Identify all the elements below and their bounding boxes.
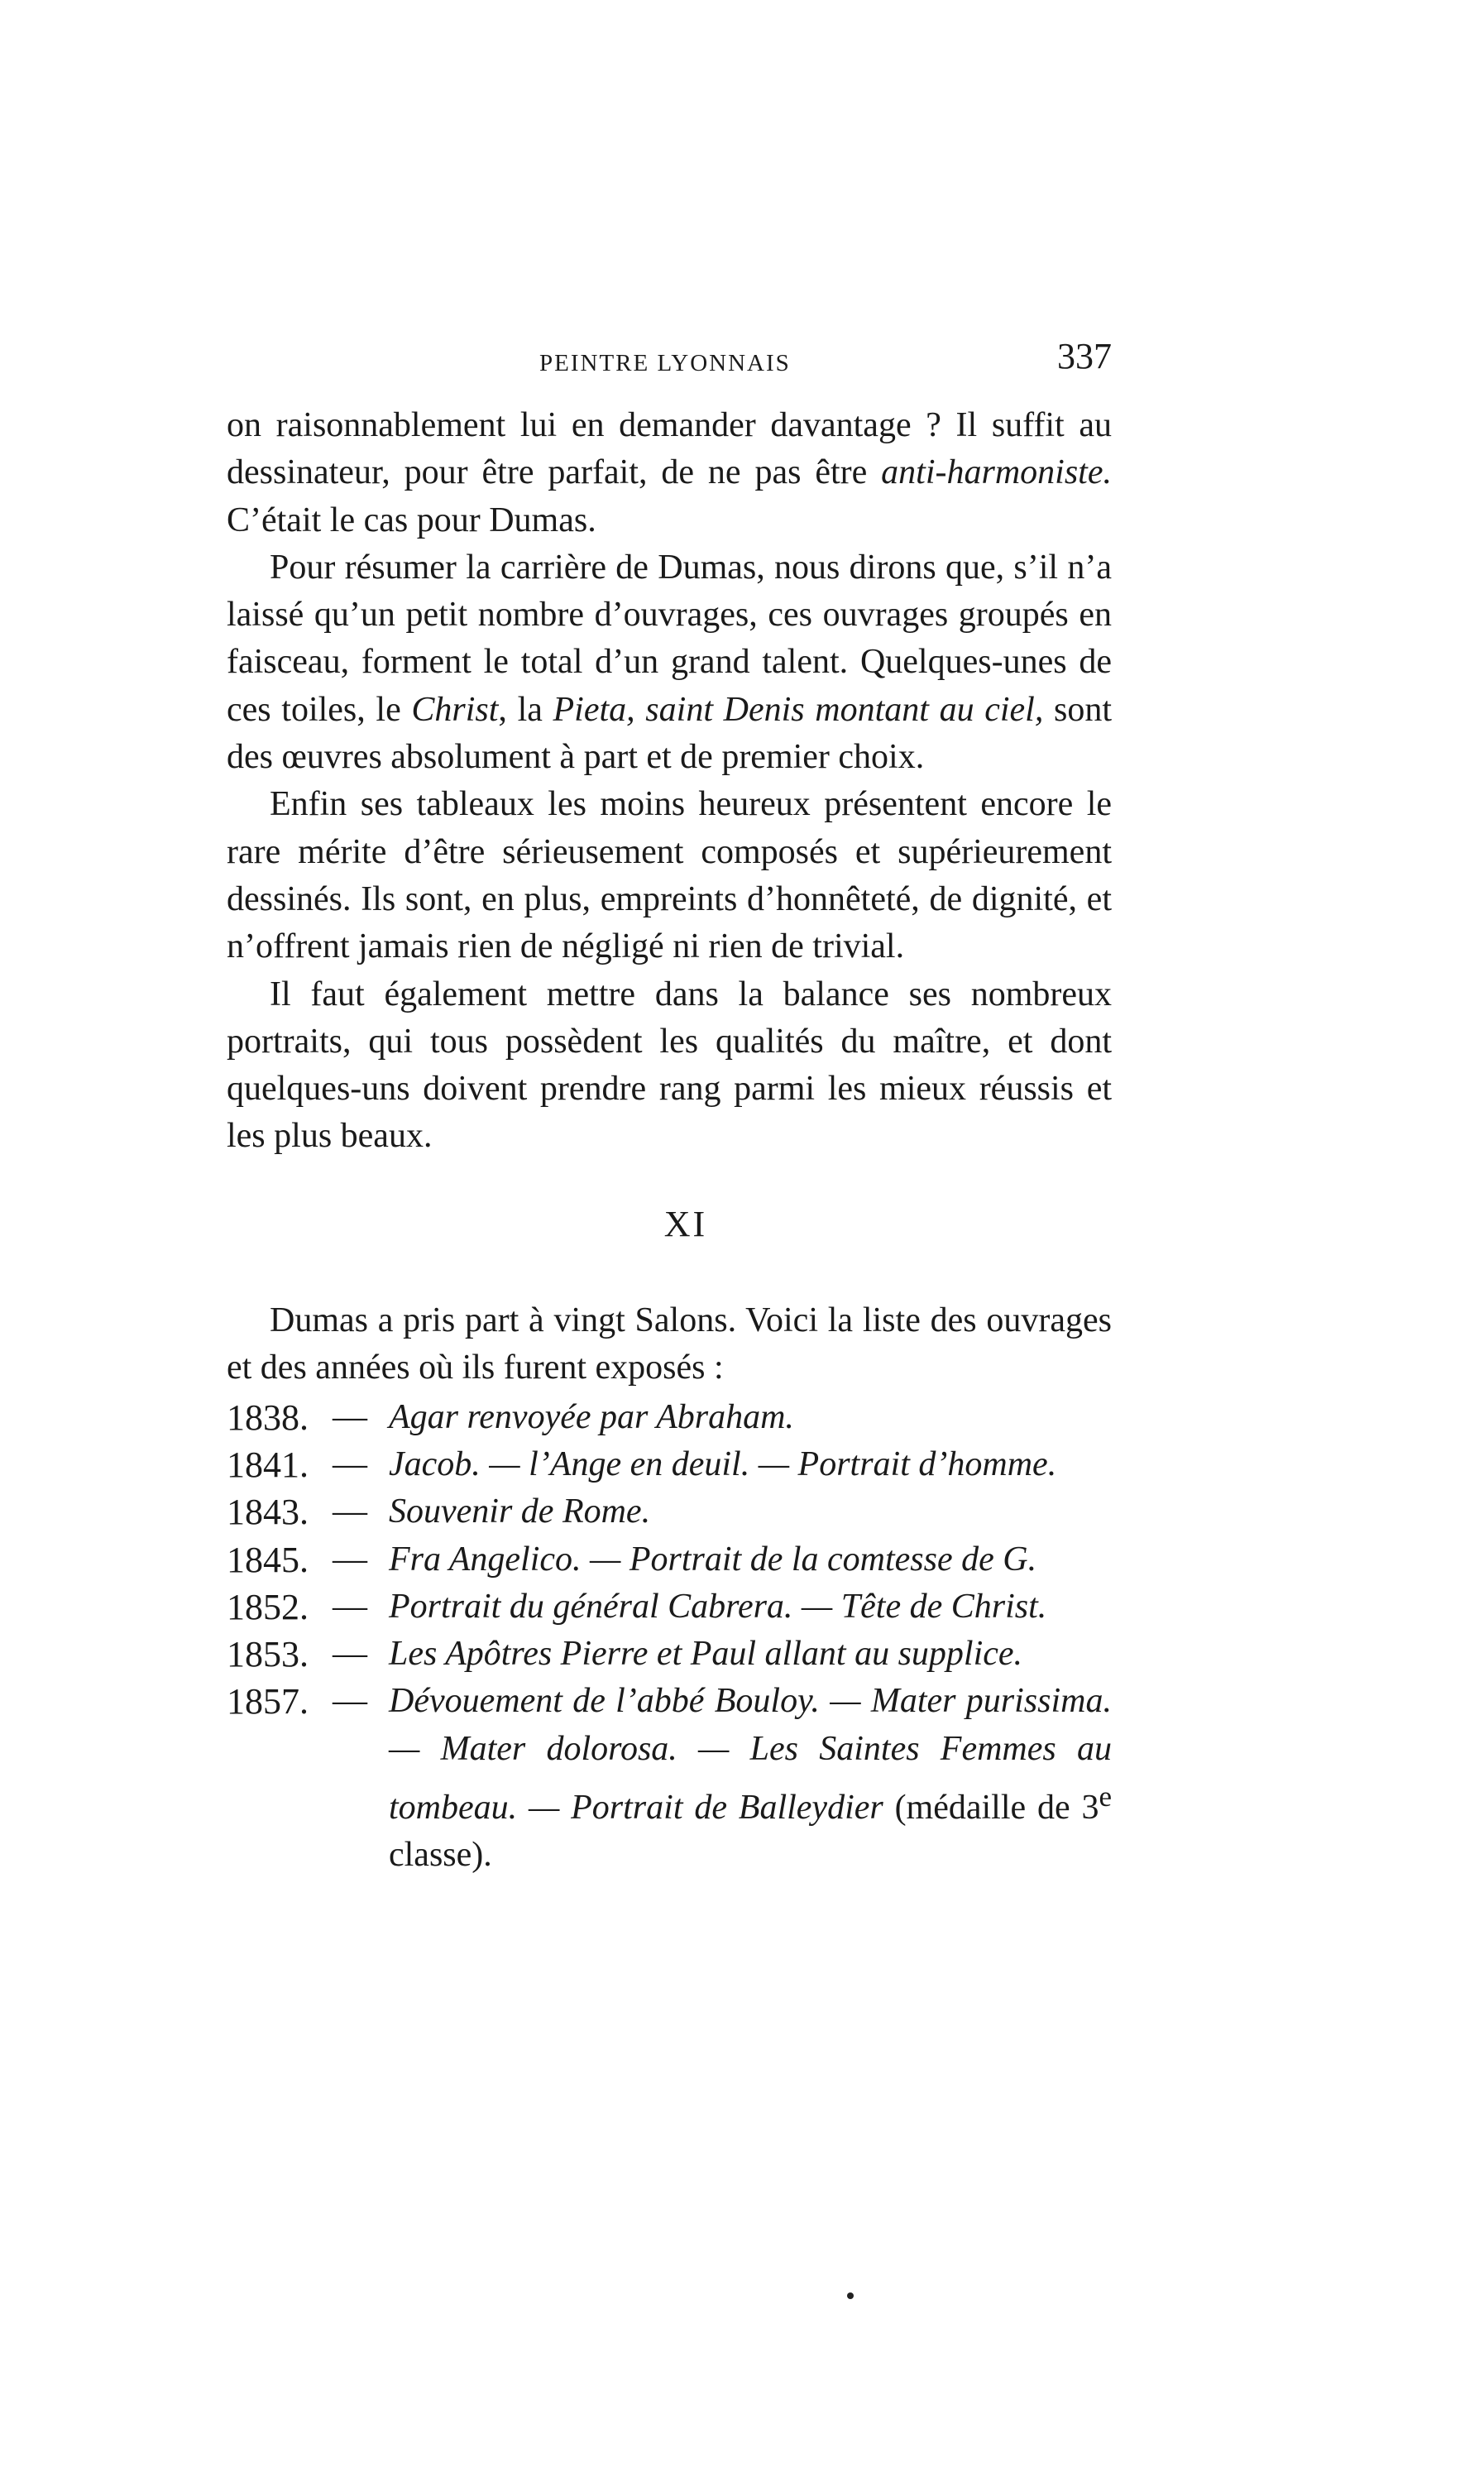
exhibition-works: [389, 1394, 1112, 1441]
text-segment: , la: [498, 690, 553, 729]
exhibition-works: [389, 1488, 1112, 1535]
italic-text: Jacob. — l’Ange en deuil. — Portrait d’homme.: [389, 1444, 1057, 1483]
exhibition-works: [389, 1678, 1112, 1879]
italic-text: Pieta, saint Denis montant au ciel,: [553, 690, 1044, 729]
italic-text: Portrait du général Cabrera. — Tête de Christ.: [389, 1587, 1047, 1626]
exhibition-entry: [227, 1583, 1112, 1631]
paragraph: [227, 971, 1112, 1161]
italic-text: anti-harmoniste.: [881, 453, 1112, 492]
exhibition-dash: —: [333, 1587, 367, 1626]
italic-text: Christ: [411, 690, 499, 729]
exhibition-dash: —: [333, 1444, 367, 1483]
page-ornament-dot: [847, 2292, 854, 2299]
text-segment: C’était le cas pour Dumas.: [227, 501, 596, 539]
text-segment: (médaille de 3: [883, 1789, 1099, 1828]
body-paragraphs: [227, 402, 1112, 1161]
exhibition-works: [389, 1583, 1112, 1631]
exhibition-dash: —: [333, 1682, 367, 1721]
running-head: [227, 335, 1112, 393]
text-segment: sont des œuvres absolument à part et de premier choix.: [227, 690, 1113, 777]
exhibition-entry: [227, 1441, 1112, 1488]
exhibition-entry: [227, 1631, 1112, 1678]
text-segment: Pour résumer la carrière de Dumas, nous dirons que, s’il n’a laissé qu’un petit nombre d’ouvrages, ces ouvrages groupés en faisceau, forment le total d’un grand talent. Quelques-unes de ces toiles, le: [227, 548, 1112, 729]
exhibition-list: [227, 1394, 1112, 1880]
italic-text: Souvenir de Rome.: [389, 1492, 651, 1531]
exhibition-works: [389, 1441, 1112, 1488]
exhibition-works: [389, 1631, 1112, 1678]
superscript: e: [1099, 1780, 1112, 1813]
exhibition-entry: [227, 1678, 1112, 1879]
paragraph: [227, 544, 1112, 781]
exhibition-year: 1852.: [227, 1586, 309, 1627]
paragraph: [227, 402, 1112, 544]
text-segment: on raisonnablement lui en demander davantage ? Il suffit au dessinateur, pour être parfait, de ne pas être: [227, 406, 1112, 492]
exhibition-dash: —: [333, 1540, 367, 1579]
text-segment: Il faut également mettre dans la balance ses nombreux portraits, qui tous possèdent les qualités du maître, et dont quelques-uns doivent prendre rang parmi les mieux réussis et les plus beaux.: [227, 975, 1112, 1156]
exhibition-entry: [227, 1488, 1112, 1535]
exhibition-dash: —: [333, 1635, 367, 1674]
italic-text: Agar renvoyée par Abraham.: [389, 1397, 794, 1436]
text-segment: Enfin ses tableaux les moins heureux présentent encore le rare mérite d’être sérieusement composés et supérieurement dessinés. Ils sont, en plus, empreints d’honnêteté, de dignité, et n’offrent jamais rien de négligé ni rien de trivial.: [227, 785, 1112, 966]
italic-text: Dévouement de l’abbé Bouloy. — Mater purissima. — Mater dolorosa. — Les Saintes Femmes au tombeau. — Portrait de Balleydier: [389, 1682, 1112, 1828]
text-segment: classe).: [389, 1836, 492, 1875]
exhibition-entry: [227, 1394, 1112, 1441]
paragraph: [227, 781, 1112, 970]
text-block: [227, 402, 1112, 1880]
exhibition-dash: —: [333, 1397, 367, 1436]
section-intro: Dumas a pris part à vingt Salons. Voici la liste des ouvrages et des années où ils furent exposés :: [227, 1301, 1112, 1387]
exhibition-year: 1843.: [227, 1492, 309, 1533]
italic-text: Les Apôtres Pierre et Paul allant au supplice.: [389, 1635, 1023, 1674]
running-title: PEINTRE LYONNAIS: [539, 350, 791, 376]
page-number: 337: [1057, 336, 1112, 376]
exhibition-year: 1857.: [227, 1681, 309, 1722]
exhibition-year: 1845.: [227, 1539, 309, 1580]
exhibition-year: 1838.: [227, 1396, 309, 1438]
exhibition-year: 1853.: [227, 1634, 309, 1675]
exhibition-dash: —: [333, 1492, 367, 1531]
italic-text: Fra Angelico. — Portrait de la comtesse de G.: [389, 1540, 1037, 1579]
exhibition-entry: [227, 1536, 1112, 1583]
exhibition-works: [389, 1536, 1112, 1583]
section-heading: XI: [663, 1203, 708, 1244]
exhibition-year: 1841.: [227, 1444, 309, 1485]
